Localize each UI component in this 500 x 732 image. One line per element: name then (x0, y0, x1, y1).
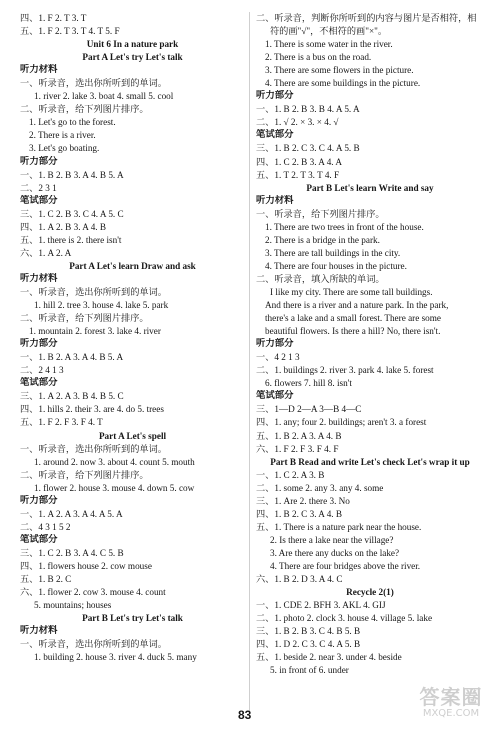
left-answer-line: 听力部分 (20, 156, 58, 167)
right-answer-line: 五、1. B 2. A 3. A 4. B (256, 430, 342, 441)
left-answer-line: 一、听录音，选出你所听到的单词。 (20, 286, 167, 297)
left-answer-line: Part A Let's try Let's talk (82, 52, 183, 63)
right-answer-line: 二、听录音，填入所缺的单词。 (256, 273, 385, 284)
left-answer-line: 一、听录音，选出你所听到的单词。 (20, 639, 167, 650)
left-answer-line: 5. mountains; houses (34, 600, 112, 611)
left-answer-line: 四、1. hills 2. their 3. are 4. do 5. trees (20, 404, 164, 415)
left-answer-line: 二、2 3 1 (20, 182, 57, 193)
right-answer-line: 一、1. CDE 2. BFH 3. AKL 4. GIJ (256, 600, 386, 611)
right-answer-line: 2. There is a bus on the road. (265, 52, 372, 63)
left-answer-line: 1. building 2. house 3. river 4. duck 5. many (34, 652, 197, 663)
left-answer-line: Part A Let's learn Draw and ask (69, 260, 196, 271)
left-answer-line: 3. Let's go boating. (29, 143, 100, 154)
watermark-text: 答案圈 (419, 685, 483, 709)
right-answer-line: Recycle 2(1) (346, 587, 394, 598)
column-divider (249, 12, 250, 712)
right-answer-line: there's a lake and a small forest. There are some (265, 313, 441, 324)
left-answer-line: 一、1. A 2. A 3. A 4. A 5. A (20, 508, 123, 519)
right-answer-line: 3. Are there any ducks on the lake? (270, 547, 400, 558)
right-answer-line: 符的画"√"，不相符的画"×"。 (270, 26, 388, 37)
left-answer-line: Part A Let's spell (98, 430, 167, 441)
left-answer-line: Unit 6 In a nature park (86, 39, 179, 50)
right-answer-line: 三、1. Are 2. there 3. No (256, 495, 350, 506)
right-column (256, 12, 484, 677)
right-answer-line: beautiful flowers. Is there a hill? No, there isn't. (265, 326, 441, 337)
right-answer-line: 四、1. B 2. C 3. A 4. B (256, 508, 343, 519)
right-answer-line: 笔试部分 (256, 391, 294, 402)
right-answer-line: 听力材料 (256, 195, 294, 206)
right-answer-line: 四、1. C 2. B 3. A 4. A (256, 156, 343, 167)
right-answer-line: 5. in front of 6. under (270, 665, 349, 676)
right-answer-line: 三、1. B 2. B 3. C 4. B 5. B (256, 626, 361, 637)
right-answer-line: 六、1. F 2. F 3. F 4. F (256, 443, 339, 454)
right-answer-line: 四、1. any; four 2. buildings; aren't 3. a forest (256, 417, 427, 428)
right-answer-line: 二、1. photo 2. clock 3. house 4. village 5. lake (256, 613, 433, 624)
right-answer-line: 1. There are two trees in front of the house. (265, 221, 424, 232)
left-answer-line: 笔试部分 (20, 534, 58, 545)
right-answer-line: 五、1. beside 2. near 3. under 4. beside (256, 652, 402, 663)
left-answer-line: 六、1. flower 2. cow 3. mouse 4. count (20, 587, 166, 598)
left-answer-line: 五、1. F 2. F 3. F 4. T (20, 417, 103, 428)
left-answer-line: 三、1. A 2. A 3. B 4. B 5. C (20, 391, 124, 402)
right-answer-line: 3. There are tall buildings in the city. (265, 247, 401, 258)
left-answer-line: 三、1. C 2. B 3. A 4. C 5. B (20, 547, 124, 558)
right-answer-line: 4. There are some buildings in the picture. (265, 78, 421, 89)
left-answer-line: 听力部分 (20, 495, 58, 506)
left-answer-line: 听力部分 (20, 339, 58, 350)
right-answer-line: 笔试部分 (256, 130, 294, 141)
left-answer-line: 一、听录音，选出你所听到的单词。 (20, 78, 167, 89)
left-answer-line: Part B Let's try Let's talk (82, 613, 183, 624)
right-answer-line: 4. There are four bridges above the river. (270, 560, 421, 571)
left-answer-line: 1. flower 2. house 3. mouse 4. down 5. cow (34, 482, 195, 493)
left-answer-line: 2. There is a river. (29, 130, 96, 141)
left-answer-line: 三、1. C 2. B 3. C 4. A 5. C (20, 208, 124, 219)
left-answer-line: 二、听录音，给下列图片排序。 (20, 469, 149, 480)
left-answer-line: 1. river 2. lake 3. boat 4. small 5. cool (34, 91, 174, 102)
right-answer-line: 听力部分 (256, 339, 294, 350)
left-answer-line: 1. mountain 2. forest 3. lake 4. river (29, 326, 161, 337)
right-answer-line: 五、1. T 2. T 3. T 4. F (256, 169, 340, 180)
right-answer-line: 五、1. There is a nature park near the house. (256, 521, 422, 532)
right-answer-line: 四、1. D 2. C 3. C 4. A 5. B (256, 639, 361, 650)
right-answer-line: 二、1. √ 2. × 3. × 4. √ (256, 117, 339, 128)
left-answer-line: 一、听录音，选出你所听到的单词。 (20, 443, 167, 454)
right-answer-line: 2. There is a bridge in the park. (265, 234, 380, 245)
right-answer-line: 2. Is there a lake near the village? (270, 534, 394, 545)
right-answer-line: 二、1. buildings 2. river 3. park 4. lake 5. forest (256, 365, 434, 376)
left-answer-line: 一、1. B 2. A 3. A 4. B 5. A (20, 352, 124, 363)
left-answer-line: 二、4 3 1 5 2 (20, 521, 71, 532)
right-answer-line: 一、1. C 2. A 3. B (256, 469, 325, 480)
left-answer-line: 五、1. there is 2. there isn't (20, 234, 122, 245)
right-answer-line: 一、1. B 2. B 3. B 4. A 5. A (256, 104, 360, 115)
left-answer-line: 1. hill 2. tree 3. house 4. lake 5. park (34, 300, 169, 311)
left-answer-line: 四、1. flowers house 2. cow mouse (20, 560, 152, 571)
right-answer-line: 听力部分 (256, 91, 294, 102)
left-answer-line: 二、听录音，给下列图片排序。 (20, 104, 149, 115)
page-number: 83 (238, 708, 252, 722)
watermark-url: MXQE.COM (422, 708, 480, 719)
left-answer-line: 二、听录音，给下列图片排序。 (20, 313, 149, 324)
left-answer-line: 四、1. F 2. T 3. T (20, 13, 87, 23)
left-answer-line: 听力材料 (20, 626, 58, 637)
right-answer-line: 二、1. some 2. any 3. any 4. some (256, 482, 384, 493)
right-answer-line: 三、1. B 2. C 3. C 4. A 5. B (256, 143, 360, 154)
right-answer-line: 二、听录音，判断你所听到的内容与图片是否相符，相 (256, 13, 477, 23)
right-answer-line: Part B Read and write Let's check Let's wrap it up (270, 456, 470, 467)
left-answer-line: 六、1. A 2. A (20, 247, 72, 258)
right-answer-line: 三、1—D 2—A 3—B 4—C (256, 404, 362, 415)
right-answer-line: 六、1. B 2. D 3. A 4. C (256, 574, 343, 585)
left-answer-line: 1. around 2. now 3. about 4. count 5. mouth (34, 456, 195, 467)
left-answer-line: 听力材料 (20, 65, 58, 76)
left-answer-line: 四、1. A 2. B 3. A 4. B (20, 221, 107, 232)
right-answer-line: Part B Let's learn Write and say (306, 182, 434, 193)
watermark-logo (410, 686, 492, 726)
left-answer-line: 五、1. B 2. C (20, 574, 72, 585)
left-answer-line: 五、1. F 2. T 3. T 4. T 5. F (20, 26, 120, 37)
right-answer-line: 3. There are some flowers in the picture. (265, 65, 414, 76)
left-answer-line: 笔试部分 (20, 378, 58, 389)
right-answer-line: 6. flowers 7. hill 8. isn't (265, 378, 352, 389)
left-answer-line: 一、1. B 2. B 3. A 4. B 5. A (20, 169, 124, 180)
right-answer-line: And there is a river and a nature park. In the park, (265, 300, 449, 311)
left-answer-line: 1. Let's go to the forest. (29, 117, 116, 128)
right-answer-line: 一、4 2 1 3 (256, 352, 300, 363)
left-answer-line: 二、2 4 1 3 (20, 365, 64, 376)
left-column (20, 12, 245, 664)
right-answer-line: 一、听录音，给下列图片排序。 (256, 208, 385, 219)
left-answer-line: 听力材料 (20, 273, 58, 284)
right-answer-line: 1. There is some water in the river. (265, 39, 393, 50)
left-answer-line: 笔试部分 (20, 195, 58, 206)
right-answer-line: 4. There are four houses in the picture. (265, 260, 407, 271)
right-answer-line: I like my city. There are some tall buildings. (270, 286, 433, 297)
